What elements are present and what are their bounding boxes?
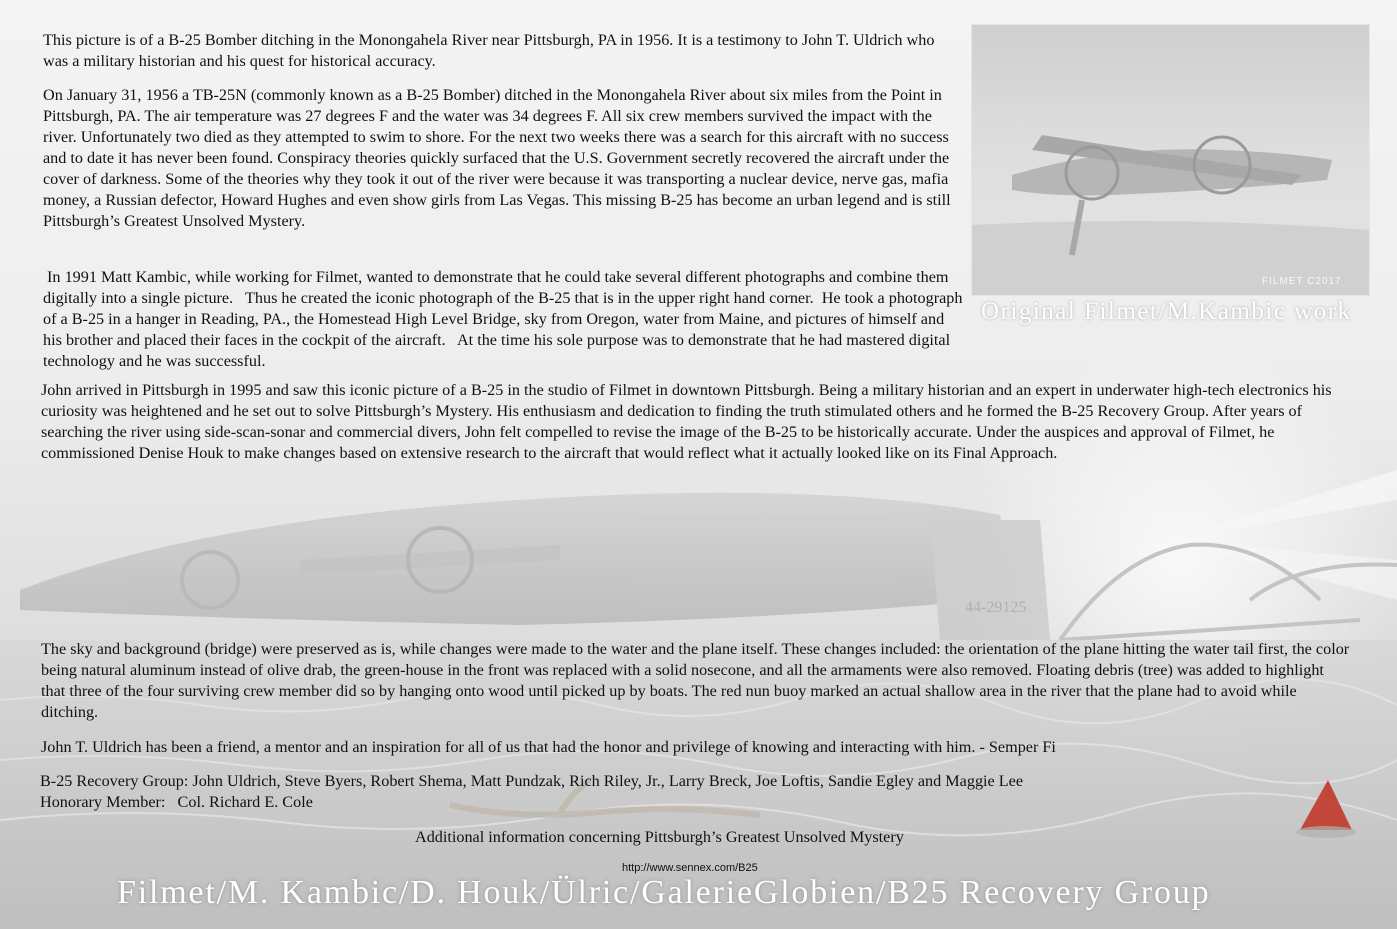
sennex-link[interactable]: http://www.sennex.com/B25 <box>622 862 758 874</box>
history-paragraph: On January 31, 1956 a TB-25N (commonly known as a B-25 Bomber) ditched in the Monongahela River about six miles from the Point in Pittsburgh, PA. The air temperature was 27 degrees F and the water was 34 degrees F. All six crew members survived the impact with the river. Unfortunately two died as they attempted to swim to shore. For the next two weeks there was a search for this aircraft with no success and to date it has never been found. Conspiracy theories quickly surfaced that the U.S. Government secretly recovered the aircraft under the cover of darkness. Some of the theories why they took it out of the river were because it was transporting a nuclear device, nerve gas, mafia money, a Russian defector, Howard Hughes and even show girls from Las Vegas. This missing B-25 has become an urban legend and is still Pittsburgh’s Greatest Unsolved Mystery. <box>43 86 951 230</box>
footer-credits-banner: Filmet/M. Kambic/D. Houk/Ülric/GalerieGlobien/B25 Recovery Group <box>117 874 1211 911</box>
tail-number: 44-29125 <box>965 599 1027 616</box>
inset-copyright: FILMET C2017 <box>1262 276 1342 287</box>
honorary-line: Honorary Member: Col. Richard E. Cole <box>40 793 313 811</box>
changes-paragraph: The sky and background (bridge) were preserved as is, while changes were made to the water and the plane itself. These changes included: the orientation of the plane hitting the water tail first, the color being natural aluminum instead of olive drab, the green-house in the front was replaced with a solid nosecone, and all the armaments were also removed. Floating debris (tree) was added to highlight that three of the four surviving crew member did so by hanging onto wood until picked up by boats. The red nun buoy marked an actual shallow area in the river that the plane had to avoid while ditching. <box>41 640 1350 721</box>
kambic-paragraph: In 1991 Matt Kambic, while working for Filmet, wanted to demonstrate that he could take several different photographs and combine them digitally into a single picture. Thus he created the iconic photograph of the B-25 that is in the upper right hand corner. He took a photograph of a B-25 in a hanger in Reading, PA., the Homestead High Level Bridge, sky from Oregon, water from Maine, and pictures of himself and his brother and placed their faces in the cockpit of the aircraft. At the time his sole purpose was to demonstrate that he had mastered digital technology and he was successful. <box>43 268 967 370</box>
intro-paragraph: This picture is of a B-25 Bomber ditching in the Monongahela River near Pittsburgh, PA in 1956. It is a testimony to John T. Uldrich who was a military historian and his quest for historical accuracy. <box>43 31 935 70</box>
tribute-paragraph: John T. Uldrich has been a friend, a mentor and an inspiration for all of us that had the honor and privilege of knowing and interacting with him. - Semper Fi <box>41 738 1056 756</box>
additional-info-line: Additional information concerning Pittsburgh’s Greatest Unsolved Mystery <box>415 828 904 846</box>
inset-caption: Original Filmet/M.Kambic work <box>981 298 1352 325</box>
john-arrived-paragraph: John arrived in Pittsburgh in 1995 and saw this iconic picture of a B-25 in the studio of Filmet in downtown Pittsburgh. Being a military historian and an expert in underwater high-tech electronics his curiosity was heightened and he set out to solve Pittsburgh’s Mystery. His enthusiasm and dedication to finding the truth stimulated others and he formed the B-25 Recovery Group. After years of searching the river using side-scan-sonar and commercial divers, John felt compelled to revise the image of the B-25 to be historically accurate. Under the auspices and approval of Filmet, he commissioned Denise Houk to make changes based on extensive research to the aircraft that would reflect what it actually looked like on its Final Approach. <box>41 381 1332 462</box>
b25-plane-silhouette <box>20 493 1050 640</box>
members-line: B-25 Recovery Group: John Uldrich, Steve Byers, Robert Shema, Matt Pundzak, Rich Riley, Jr., Larry Breck, Joe Loftis, Sandie Egley and Maggie Lee <box>40 772 1024 790</box>
inset-plane-graphic <box>972 25 1369 295</box>
inset-photo <box>971 24 1370 296</box>
